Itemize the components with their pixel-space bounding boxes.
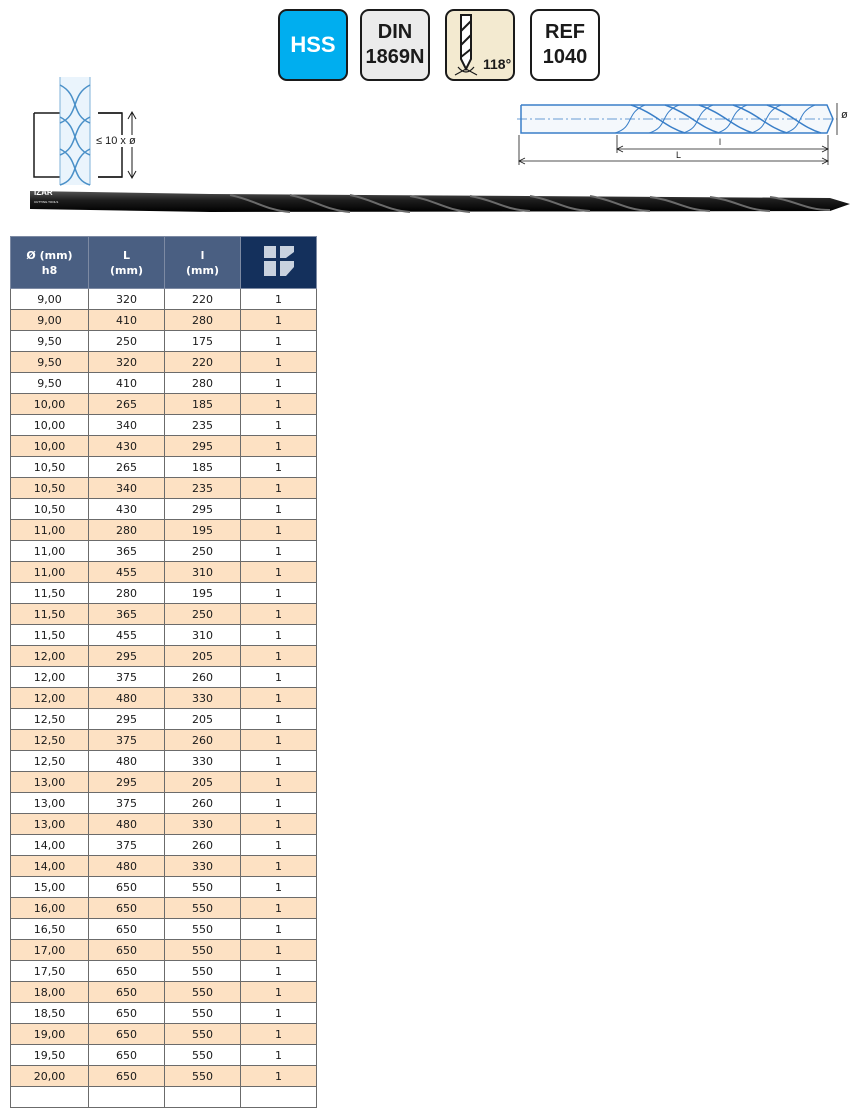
table-row <box>11 562 317 583</box>
cell-diameter: 12,00 <box>11 667 89 688</box>
cell-package-quantity: 1 <box>241 394 317 415</box>
brand-name: IZAR <box>34 188 53 197</box>
cell-total-length: 430 <box>89 436 165 457</box>
table-row <box>11 541 317 562</box>
cell-flute-length: 260 <box>165 835 241 856</box>
cell-total-length: 295 <box>89 646 165 667</box>
cell-diameter: 12,50 <box>11 730 89 751</box>
table-row <box>11 1003 317 1024</box>
cell-diameter: 9,50 <box>11 352 89 373</box>
table-row <box>11 772 317 793</box>
cell-flute-length: 260 <box>165 667 241 688</box>
cell-package-quantity: 1 <box>241 919 317 940</box>
cell-package-quantity: 1 <box>241 856 317 877</box>
hss-label: HSS <box>290 32 336 57</box>
cell-total-length: 295 <box>89 709 165 730</box>
drill-outline-drawing <box>515 97 855 169</box>
cell-flute-length: 550 <box>165 1066 241 1087</box>
table-row <box>11 793 317 814</box>
drilling-depth-diagram <box>28 75 158 190</box>
table-row <box>11 352 317 373</box>
table-row <box>11 898 317 919</box>
cell-total-length: 480 <box>89 856 165 877</box>
cell-package-quantity: 1 <box>241 604 317 625</box>
cell-diameter: 10,50 <box>11 457 89 478</box>
table-row <box>11 520 317 541</box>
cell-package-quantity: 1 <box>241 646 317 667</box>
cell-flute-length: 205 <box>165 772 241 793</box>
cell-total-length: 455 <box>89 562 165 583</box>
cell-diameter: 11,50 <box>11 583 89 604</box>
ref-label: REF <box>545 21 585 43</box>
cell-flute-length: 330 <box>165 688 241 709</box>
table-row <box>11 331 317 352</box>
drill-dimension-drawing <box>515 97 855 169</box>
table-row <box>11 877 317 898</box>
cell-diameter: 10,00 <box>11 415 89 436</box>
cell-diameter: 12,00 <box>11 688 89 709</box>
cell-total-length: 650 <box>89 919 165 940</box>
cell-package-quantity: 1 <box>241 793 317 814</box>
table-row <box>11 814 317 835</box>
cell-package-quantity: 1 <box>241 1045 317 1066</box>
cell-package-quantity: 1 <box>241 835 317 856</box>
cell-package-quantity <box>241 1087 317 1108</box>
cell-flute-length: 250 <box>165 604 241 625</box>
reference-badge <box>530 9 600 81</box>
cell-total-length: 650 <box>89 1066 165 1087</box>
drill-size-table <box>10 236 317 1108</box>
depth-diagram-drawing <box>28 75 158 190</box>
cell-total-length: 295 <box>89 772 165 793</box>
cell-diameter: 10,50 <box>11 478 89 499</box>
cell-total-length: 265 <box>89 457 165 478</box>
cell-flute-length: 260 <box>165 730 241 751</box>
cell-flute-length: 550 <box>165 961 241 982</box>
cell-package-quantity: 1 <box>241 1003 317 1024</box>
cell-diameter: 13,00 <box>11 793 89 814</box>
cell-diameter: 11,00 <box>11 520 89 541</box>
table-row <box>11 457 317 478</box>
cell-diameter: 18,50 <box>11 1003 89 1024</box>
cell-package-quantity: 1 <box>241 352 317 373</box>
cell-diameter: 17,50 <box>11 961 89 982</box>
cell-package-quantity: 1 <box>241 940 317 961</box>
cell-total-length <box>89 1087 165 1108</box>
cell-flute-length: 205 <box>165 709 241 730</box>
table-row <box>11 1024 317 1045</box>
cell-flute-length: 310 <box>165 562 241 583</box>
cell-flute-length: 550 <box>165 982 241 1003</box>
cell-diameter: 20,00 <box>11 1066 89 1087</box>
table-row <box>11 310 317 331</box>
cell-package-quantity: 1 <box>241 625 317 646</box>
cell-diameter: 9,50 <box>11 373 89 394</box>
din-number: 1869N <box>365 46 425 68</box>
table-row <box>11 667 317 688</box>
cell-total-length: 410 <box>89 373 165 394</box>
total-length-label: L <box>676 150 682 160</box>
cell-flute-length: 235 <box>165 415 241 436</box>
din-label: DIN <box>377 21 413 43</box>
cell-total-length: 650 <box>89 940 165 961</box>
cell-flute-length: 550 <box>165 898 241 919</box>
cell-flute-length: 295 <box>165 436 241 457</box>
cell-diameter <box>11 1087 89 1108</box>
cell-package-quantity: 1 <box>241 772 317 793</box>
table-row <box>11 982 317 1003</box>
cell-flute-length: 280 <box>165 373 241 394</box>
cell-package-quantity: 1 <box>241 457 317 478</box>
cell-diameter: 10,00 <box>11 394 89 415</box>
cell-diameter: 18,00 <box>11 982 89 1003</box>
cell-total-length: 365 <box>89 604 165 625</box>
cell-diameter: 9,50 <box>11 331 89 352</box>
depth-label: ≤ 10 x ø <box>96 135 136 147</box>
cell-total-length: 280 <box>89 583 165 604</box>
table-row <box>11 394 317 415</box>
cell-total-length: 480 <box>89 751 165 772</box>
cell-package-quantity: 1 <box>241 415 317 436</box>
cell-package-quantity: 1 <box>241 1024 317 1045</box>
cell-diameter: 17,00 <box>11 940 89 961</box>
cell-package-quantity: 1 <box>241 499 317 520</box>
cell-flute-length: 185 <box>165 394 241 415</box>
cell-diameter: 16,50 <box>11 919 89 940</box>
cell-diameter: 12,50 <box>11 751 89 772</box>
table-row <box>11 415 317 436</box>
cell-package-quantity: 1 <box>241 730 317 751</box>
cell-flute-length: 195 <box>165 583 241 604</box>
cell-diameter: 11,50 <box>11 604 89 625</box>
table-row <box>11 835 317 856</box>
cell-total-length: 265 <box>89 394 165 415</box>
cell-flute-length <box>165 1087 241 1108</box>
cell-total-length: 650 <box>89 1024 165 1045</box>
cell-flute-length: 280 <box>165 310 241 331</box>
diameter-label: ø <box>841 109 848 121</box>
brand-tagline: CUTTING TOOLS <box>34 200 59 204</box>
table-row <box>11 709 317 730</box>
cell-flute-length: 550 <box>165 1003 241 1024</box>
cell-flute-length: 330 <box>165 751 241 772</box>
cell-total-length: 375 <box>89 835 165 856</box>
cell-package-quantity: 1 <box>241 688 317 709</box>
cell-package-quantity: 1 <box>241 982 317 1003</box>
cell-flute-length: 550 <box>165 1024 241 1045</box>
cell-total-length: 650 <box>89 982 165 1003</box>
cell-total-length: 375 <box>89 793 165 814</box>
cell-flute-length: 250 <box>165 541 241 562</box>
cell-package-quantity: 1 <box>241 667 317 688</box>
cell-total-length: 455 <box>89 625 165 646</box>
hss-badge <box>278 9 348 81</box>
cell-flute-length: 185 <box>165 457 241 478</box>
cell-total-length: 365 <box>89 541 165 562</box>
cell-flute-length: 330 <box>165 856 241 877</box>
cell-diameter: 9,00 <box>11 289 89 310</box>
table-row <box>11 478 317 499</box>
cell-diameter: 10,50 <box>11 499 89 520</box>
cell-flute-length: 295 <box>165 499 241 520</box>
cell-package-quantity: 1 <box>241 436 317 457</box>
cell-total-length: 650 <box>89 961 165 982</box>
cell-total-length: 320 <box>89 352 165 373</box>
table-row <box>11 604 317 625</box>
cell-diameter: 15,00 <box>11 877 89 898</box>
cell-package-quantity: 1 <box>241 331 317 352</box>
cell-diameter: 9,00 <box>11 310 89 331</box>
table-row <box>11 373 317 394</box>
drill-bit-image <box>30 188 856 220</box>
cell-package-quantity: 1 <box>241 814 317 835</box>
header-diameter: Ø (mm) h8 <box>11 237 89 289</box>
cell-package-quantity: 1 <box>241 709 317 730</box>
cell-diameter: 16,00 <box>11 898 89 919</box>
table-row <box>11 289 317 310</box>
table-header-row <box>11 237 317 289</box>
cell-diameter: 12,00 <box>11 646 89 667</box>
cell-package-quantity: 1 <box>241 1066 317 1087</box>
cell-total-length: 340 <box>89 478 165 499</box>
cell-diameter: 19,50 <box>11 1045 89 1066</box>
cell-total-length: 410 <box>89 310 165 331</box>
table-row <box>11 646 317 667</box>
ref-number: 1040 <box>542 46 588 68</box>
table-row <box>11 940 317 961</box>
brand-logo <box>34 189 58 206</box>
cell-flute-length: 550 <box>165 940 241 961</box>
cell-total-length: 375 <box>89 730 165 751</box>
table-row <box>11 919 317 940</box>
cell-flute-length: 310 <box>165 625 241 646</box>
cell-diameter: 11,50 <box>11 625 89 646</box>
point-angle-badge <box>445 9 515 81</box>
cell-diameter: 19,00 <box>11 1024 89 1045</box>
cell-package-quantity: 1 <box>241 961 317 982</box>
cell-diameter: 12,50 <box>11 709 89 730</box>
cell-flute-length: 235 <box>165 478 241 499</box>
cell-package-quantity: 1 <box>241 373 317 394</box>
cell-package-quantity: 1 <box>241 562 317 583</box>
cell-package-quantity: 1 <box>241 310 317 331</box>
drill-bit-drawing <box>30 188 856 220</box>
header-package-quantity <box>241 237 317 289</box>
cell-package-quantity: 1 <box>241 751 317 772</box>
cell-flute-length: 550 <box>165 919 241 940</box>
header-total-length: L (mm) <box>89 237 165 289</box>
table-row <box>11 583 317 604</box>
cell-flute-length: 195 <box>165 520 241 541</box>
cell-flute-length: 550 <box>165 1045 241 1066</box>
cell-diameter: 14,00 <box>11 856 89 877</box>
cell-flute-length: 330 <box>165 814 241 835</box>
table-row <box>11 1066 317 1087</box>
cell-diameter: 11,00 <box>11 541 89 562</box>
table-row <box>11 499 317 520</box>
cell-package-quantity: 1 <box>241 520 317 541</box>
header-flute-length: l (mm) <box>165 237 241 289</box>
cell-package-quantity: 1 <box>241 898 317 919</box>
table-row <box>11 436 317 457</box>
cell-package-quantity: 1 <box>241 877 317 898</box>
cell-total-length: 430 <box>89 499 165 520</box>
cell-package-quantity: 1 <box>241 541 317 562</box>
cell-diameter: 13,00 <box>11 772 89 793</box>
table-row <box>11 625 317 646</box>
cell-flute-length: 175 <box>165 331 241 352</box>
cell-total-length: 480 <box>89 688 165 709</box>
cell-total-length: 480 <box>89 814 165 835</box>
cell-total-length: 375 <box>89 667 165 688</box>
cell-package-quantity: 1 <box>241 478 317 499</box>
table-row <box>11 751 317 772</box>
flute-length-label: l <box>719 137 721 147</box>
cell-total-length: 650 <box>89 1045 165 1066</box>
table-row <box>11 688 317 709</box>
din-standard-badge <box>360 9 430 81</box>
cell-diameter: 14,00 <box>11 835 89 856</box>
cell-diameter: 11,00 <box>11 562 89 583</box>
table-row <box>11 856 317 877</box>
cell-diameter: 13,00 <box>11 814 89 835</box>
package-quantity-icon <box>261 243 297 279</box>
table-row <box>11 1087 317 1108</box>
cell-total-length: 280 <box>89 520 165 541</box>
cell-total-length: 650 <box>89 1003 165 1024</box>
cell-flute-length: 260 <box>165 793 241 814</box>
cell-total-length: 650 <box>89 898 165 919</box>
cell-flute-length: 550 <box>165 877 241 898</box>
cell-total-length: 650 <box>89 877 165 898</box>
cell-package-quantity: 1 <box>241 289 317 310</box>
table-row <box>11 1045 317 1066</box>
cell-flute-length: 220 <box>165 289 241 310</box>
table-row <box>11 730 317 751</box>
point-angle-label: 118° <box>483 56 512 72</box>
cell-flute-length: 205 <box>165 646 241 667</box>
cell-total-length: 340 <box>89 415 165 436</box>
cell-total-length: 250 <box>89 331 165 352</box>
cell-flute-length: 220 <box>165 352 241 373</box>
cell-total-length: 320 <box>89 289 165 310</box>
cell-package-quantity: 1 <box>241 583 317 604</box>
table-row <box>11 961 317 982</box>
cell-diameter: 10,00 <box>11 436 89 457</box>
